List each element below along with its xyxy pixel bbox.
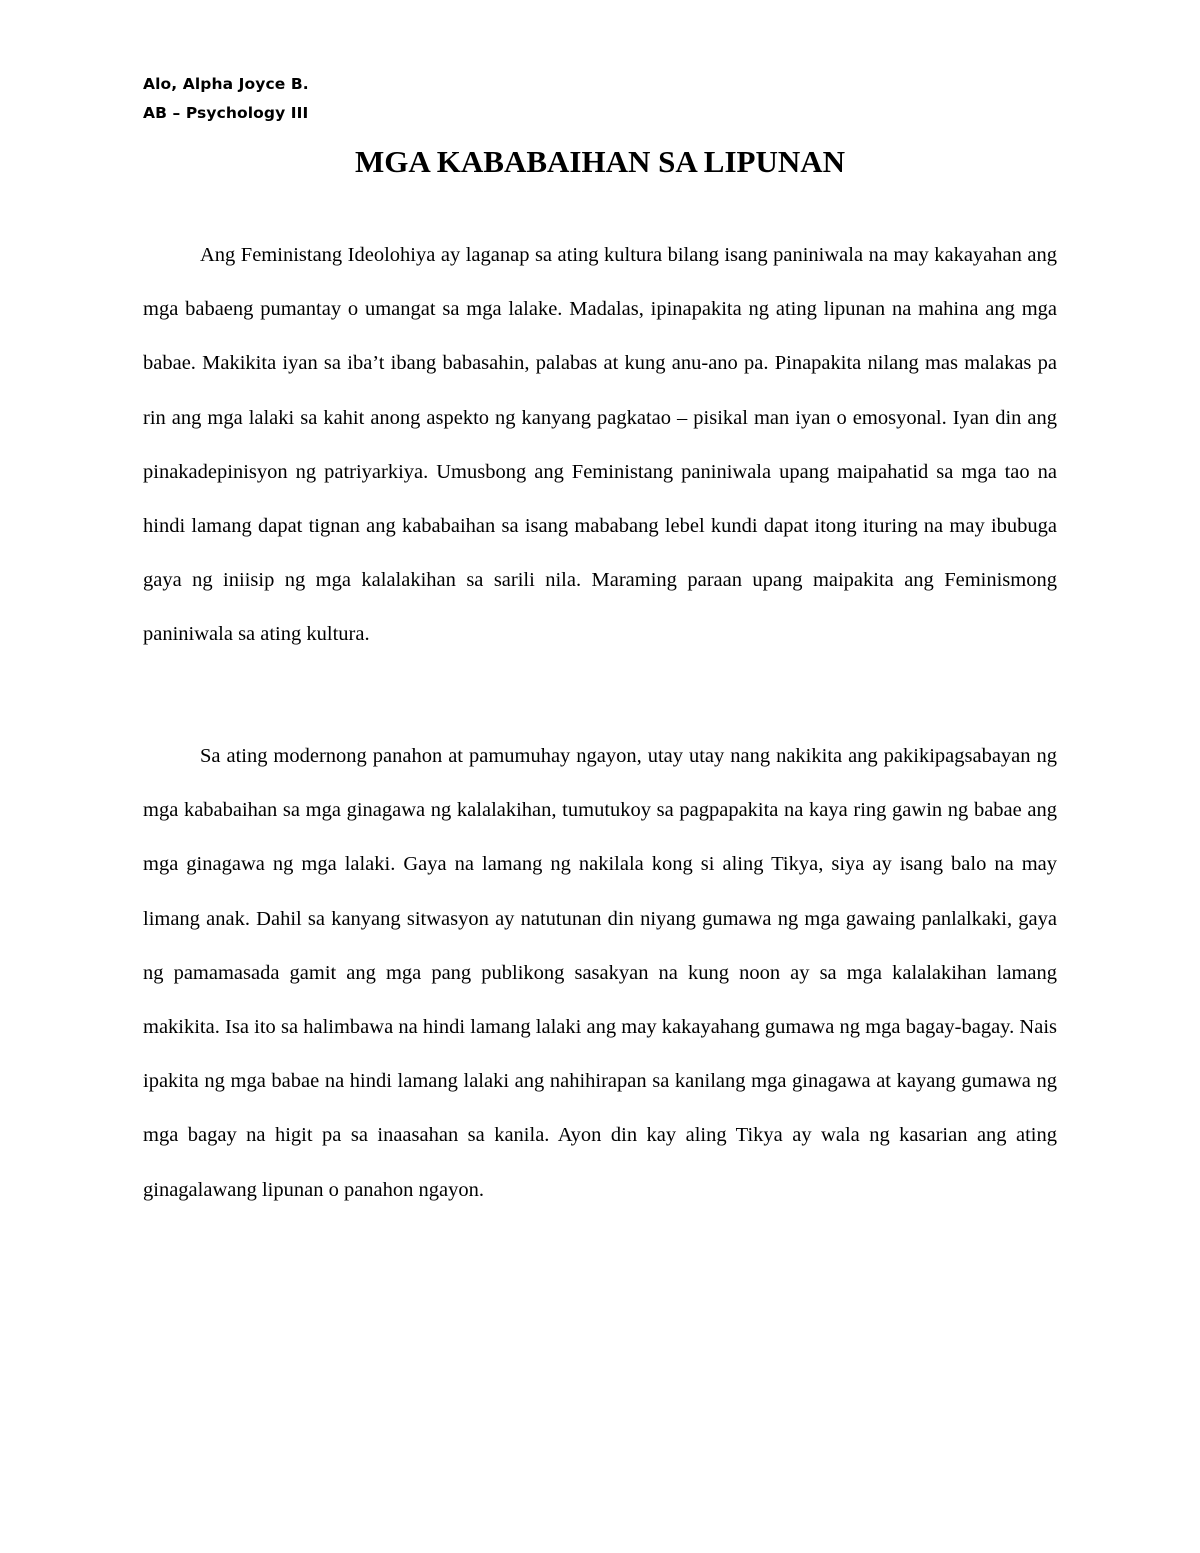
author-name: Alo, Alpha Joyce B.: [143, 75, 309, 93]
author-header: [143, 70, 309, 128]
document-title: MGA KABABAIHAN SA LIPUNAN: [354, 144, 846, 179]
paragraph-1: Ang Feministang Ideolohiya ay laganap sa ating kultura bilang isang paniniwala na may kakayahan ang mga babaeng pumantay o umangat sa mga lalake. Madalas, ipinapakita ng ating lipunan na mahina ang mga babae. Makikita iyan sa iba’t ibang babasahin, palabas at kung anu-ano pa. Pinapakita nilang mas malakas pa rin ang mga lalaki sa kahit anong aspekto ng kanyang pagkatao – pisikal man iyan o emosyonal. Iyan din ang pinakadepinisyon ng patriyarkiya. Umusbong ang Feministang paniniwala upang maipahatid sa mga tao na hindi lamang dapat tignan ang kababaihan sa isang mababang lebel kundi dapat itong ituring na may ibubuga gaya ng iniisip ng mga kalalakihan sa sarili nila. Maraming paraan upang maipakita ang Feminismong paniniwala sa ating kultura.: [143, 244, 1057, 646]
paragraph-2: Sa ating modernong panahon at pamumuhay ngayon, utay utay nang nakikita ang pakikipagsabayan ng mga kababaihan sa mga ginagawa ng kalalakihan, tumutukoy sa pagpapakita na kaya ring gawin ng babae ang mga ginagawa ng mga lalaki. Gaya na lamang ng nakilala kong si aling Tikya, siya ay isang balo na may limang anak. Dahil sa kanyang sitwasyon ay natutunan din niyang gumawa ng mga gawaing panlalkaki, gaya ng pamamasada gamit ang mga pang publikong sasakyan na kung noon ay sa mga kalalakihan lamang makikita. Isa ito sa halimbawa na hindi lamang lalaki ang may kakayahang gumawa ng mga bagay-bagay. Nais ipakita ng mga babae na hindi lamang lalaki ang nahihirapan sa kanilang mga ginagawa at kayang gumawa ng mga bagay na higit pa sa inaasahan sa kanila. Ayon din kay aling Tikya ay wala ng kasarian ang ating ginagalawang lipunan o panahon ngayon.: [143, 745, 1057, 1201]
course-label: AB – Psychology III: [143, 104, 309, 122]
